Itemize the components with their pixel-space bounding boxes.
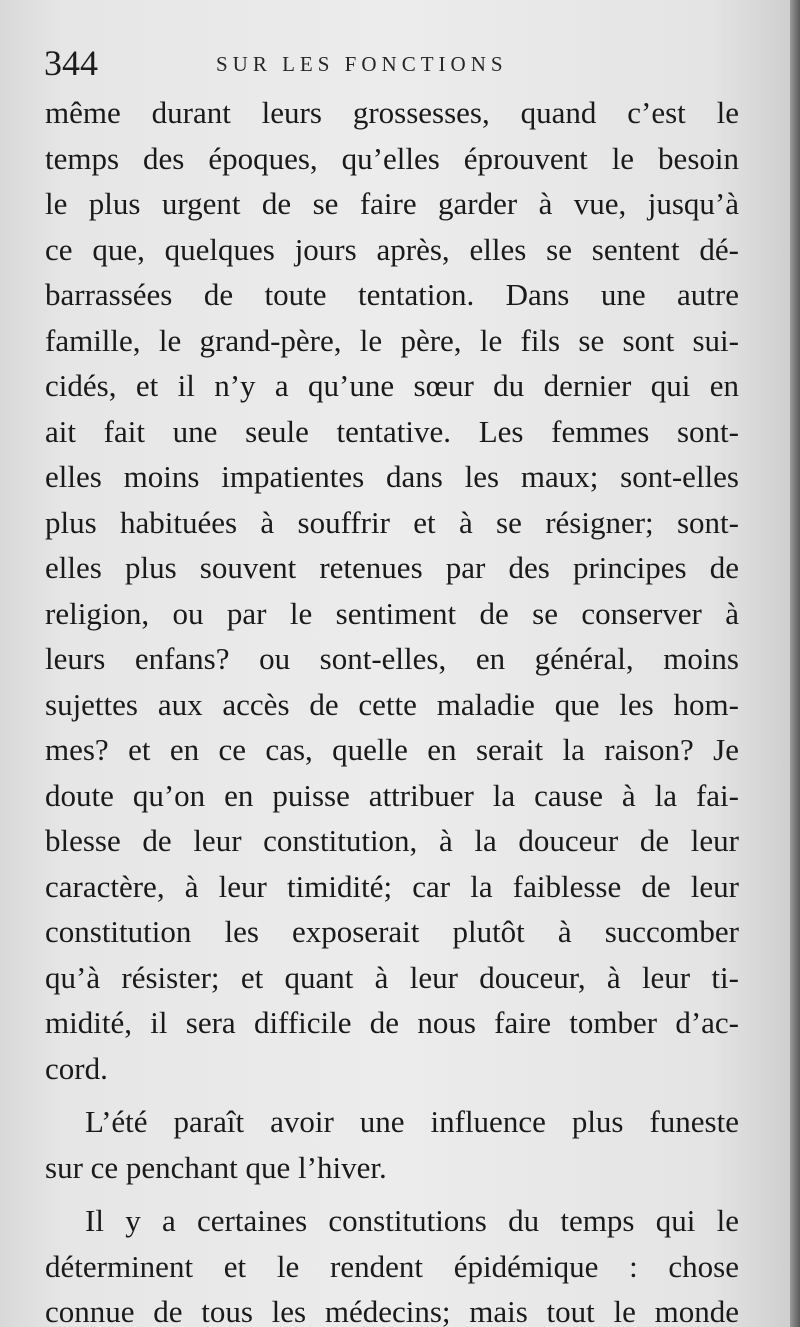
text-line: religion, ou par le sentiment de se conserver à (45, 595, 739, 631)
text-line: même durant leurs grossesses, quand c’est le (45, 95, 739, 130)
text-line: sujettes aux accès de cette maladie que les hom- (45, 686, 739, 722)
text-line: mes? et en ce cas, quelle en serait la raison? Je (45, 732, 739, 767)
text-line: ait fait une seule tentative. Les femmes sont- (45, 413, 739, 449)
text-line: elles plus souvent retenues par des principes de (45, 550, 739, 585)
text-line: doute qu’on en puisse attribuer la cause à la fai- (45, 777, 739, 813)
page-edge (790, 0, 800, 1327)
running-head: SUR LES FONCTIONS (216, 52, 508, 76)
paragraph-last-line: cord. (45, 1050, 108, 1086)
text-line: barrassées de toute tentation. Dans une autre (45, 277, 739, 312)
paragraph-first-line: L’été paraît avoir une influence plus funeste (85, 1104, 739, 1139)
text-line: famille, le grand-père, le père, le fils se sont sui- (45, 322, 739, 358)
text-line: constitution les exposerait plutôt à succomber (45, 914, 739, 949)
text-line: connue de tous les médecins; mais tout le monde (45, 1294, 739, 1327)
text-line: blesse de leur constitution, à la douceur de leur (45, 823, 739, 858)
text-line: qu’à résister; et quant à leur douceur, à leur ti- (45, 959, 739, 995)
text-line: elles moins impatientes dans les maux; sont-elles (45, 459, 739, 494)
page-number: 344 (44, 43, 98, 83)
text-line: déterminent et le rendent épidémique : chose (45, 1248, 739, 1284)
paragraph-first-line: Il y a certaines constitutions du temps qui le (85, 1203, 739, 1238)
text-line: caractère, à leur timidité; car la faiblesse de leur (45, 868, 739, 904)
text-line: leurs enfans? ou sont-elles, en général, moins (45, 641, 739, 676)
text-line: plus habituées à souffrir et à se résigner; sont- (45, 504, 739, 540)
page-header (44, 38, 744, 88)
text-line: midité, il sera difficile de nous faire tomber d’ac- (45, 1005, 739, 1040)
text-line: cidés, et il n’y a qu’une sœur du dernier qui en (45, 368, 739, 403)
text-line: le plus urgent de se faire garder à vue, jusqu’à (45, 186, 739, 221)
text-line: ce que, quelques jours après, elles se sentent dé- (45, 231, 739, 267)
body-text (45, 90, 739, 1327)
text-line: temps des époques, qu’elles éprouvent le besoin (45, 140, 739, 176)
paragraph-last-line: sur ce penchant que l’hiver. (45, 1149, 387, 1185)
